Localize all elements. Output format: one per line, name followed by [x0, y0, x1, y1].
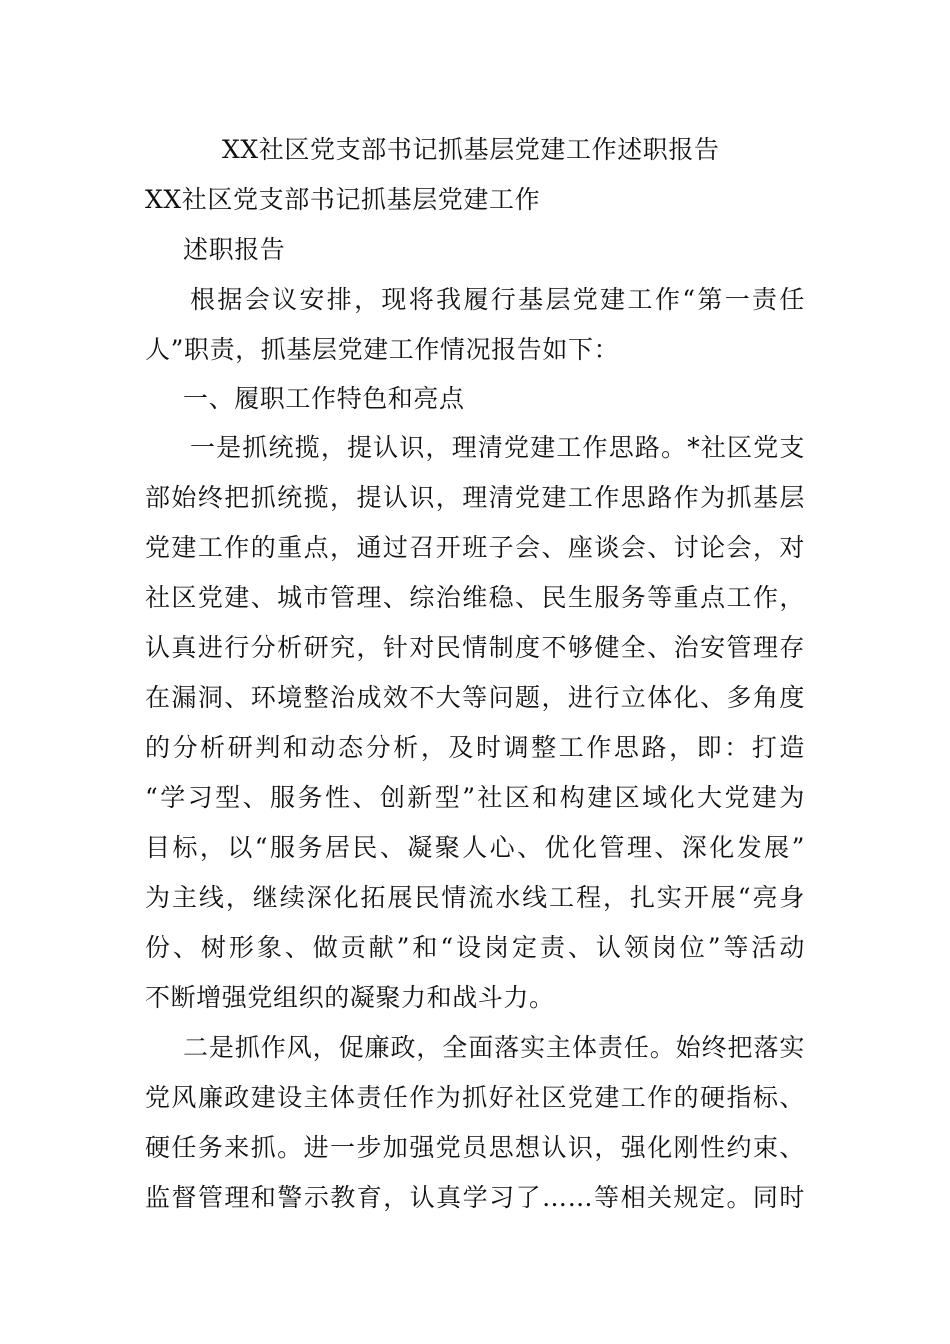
paragraph-line: 在漏洞、环境整治成效不大等问题，进行立体化、多角度 — [145, 683, 805, 712]
paragraph-line: 党风廉政建设主体责任作为抓好社区党建工作的硬指标、 — [145, 1083, 805, 1112]
paragraph-line: 为主线，继续深化拓展民情流水线工程，扎实开展“亮身 — [145, 883, 805, 912]
paragraph-line: “学习型、服务性、创新型”社区和构建区域化大党建为 — [145, 783, 805, 812]
document-title: XX社区党支部书记抓基层党建工作述职报告 — [222, 135, 720, 164]
paragraph-line: 份、树形象、做贡献”和“设岗定责、认领岗位”等活动 — [145, 933, 805, 962]
intro-line: 人”职责，抓基层党建工作情况报告如下： — [145, 335, 620, 364]
paragraph-line: 目标，以“服务居民、凝聚人心、优化管理、深化发展” — [145, 833, 805, 862]
paragraph-line: 不断增强党组织的凝聚力和战斗力。 — [145, 983, 555, 1012]
section-heading: 一、履职工作特色和亮点 — [183, 384, 465, 413]
subtitle-line-2: 述职报告 — [183, 235, 286, 264]
subtitle-line-1: XX社区党支部书记抓基层党建工作 — [145, 185, 541, 214]
paragraph-line: 二是抓作风，促廉政，全面落实主体责任。始终把落实 — [183, 1033, 805, 1062]
paragraph-line: 认真进行分析研究，针对民情制度不够健全、治安管理存 — [145, 633, 805, 662]
paragraph-line: 一是抓统揽，提认识，理清党建工作思路。*社区党支 — [190, 433, 805, 462]
intro-line: 根据会议安排，现将我履行基层党建工作“第一责任 — [190, 285, 805, 314]
paragraph-line: 社区党建、城市管理、综治维稳、民生服务等重点工作， — [145, 583, 805, 612]
paragraph-line: 部始终把抓统揽，提认识，理清党建工作思路作为抓基层 — [145, 483, 805, 512]
paragraph-line: 的分析研判和动态分析，及时调整工作思路，即：打造 — [145, 733, 805, 762]
paragraph-line: 党建工作的重点，通过召开班子会、座谈会、讨论会，对 — [145, 533, 805, 562]
paragraph-line: 硬任务来抓。进一步加强党员思想认识，强化刚性约束、 — [145, 1133, 805, 1162]
paragraph-line: 监督管理和警示教育，认真学习了……等相关规定。同时 — [145, 1183, 805, 1212]
